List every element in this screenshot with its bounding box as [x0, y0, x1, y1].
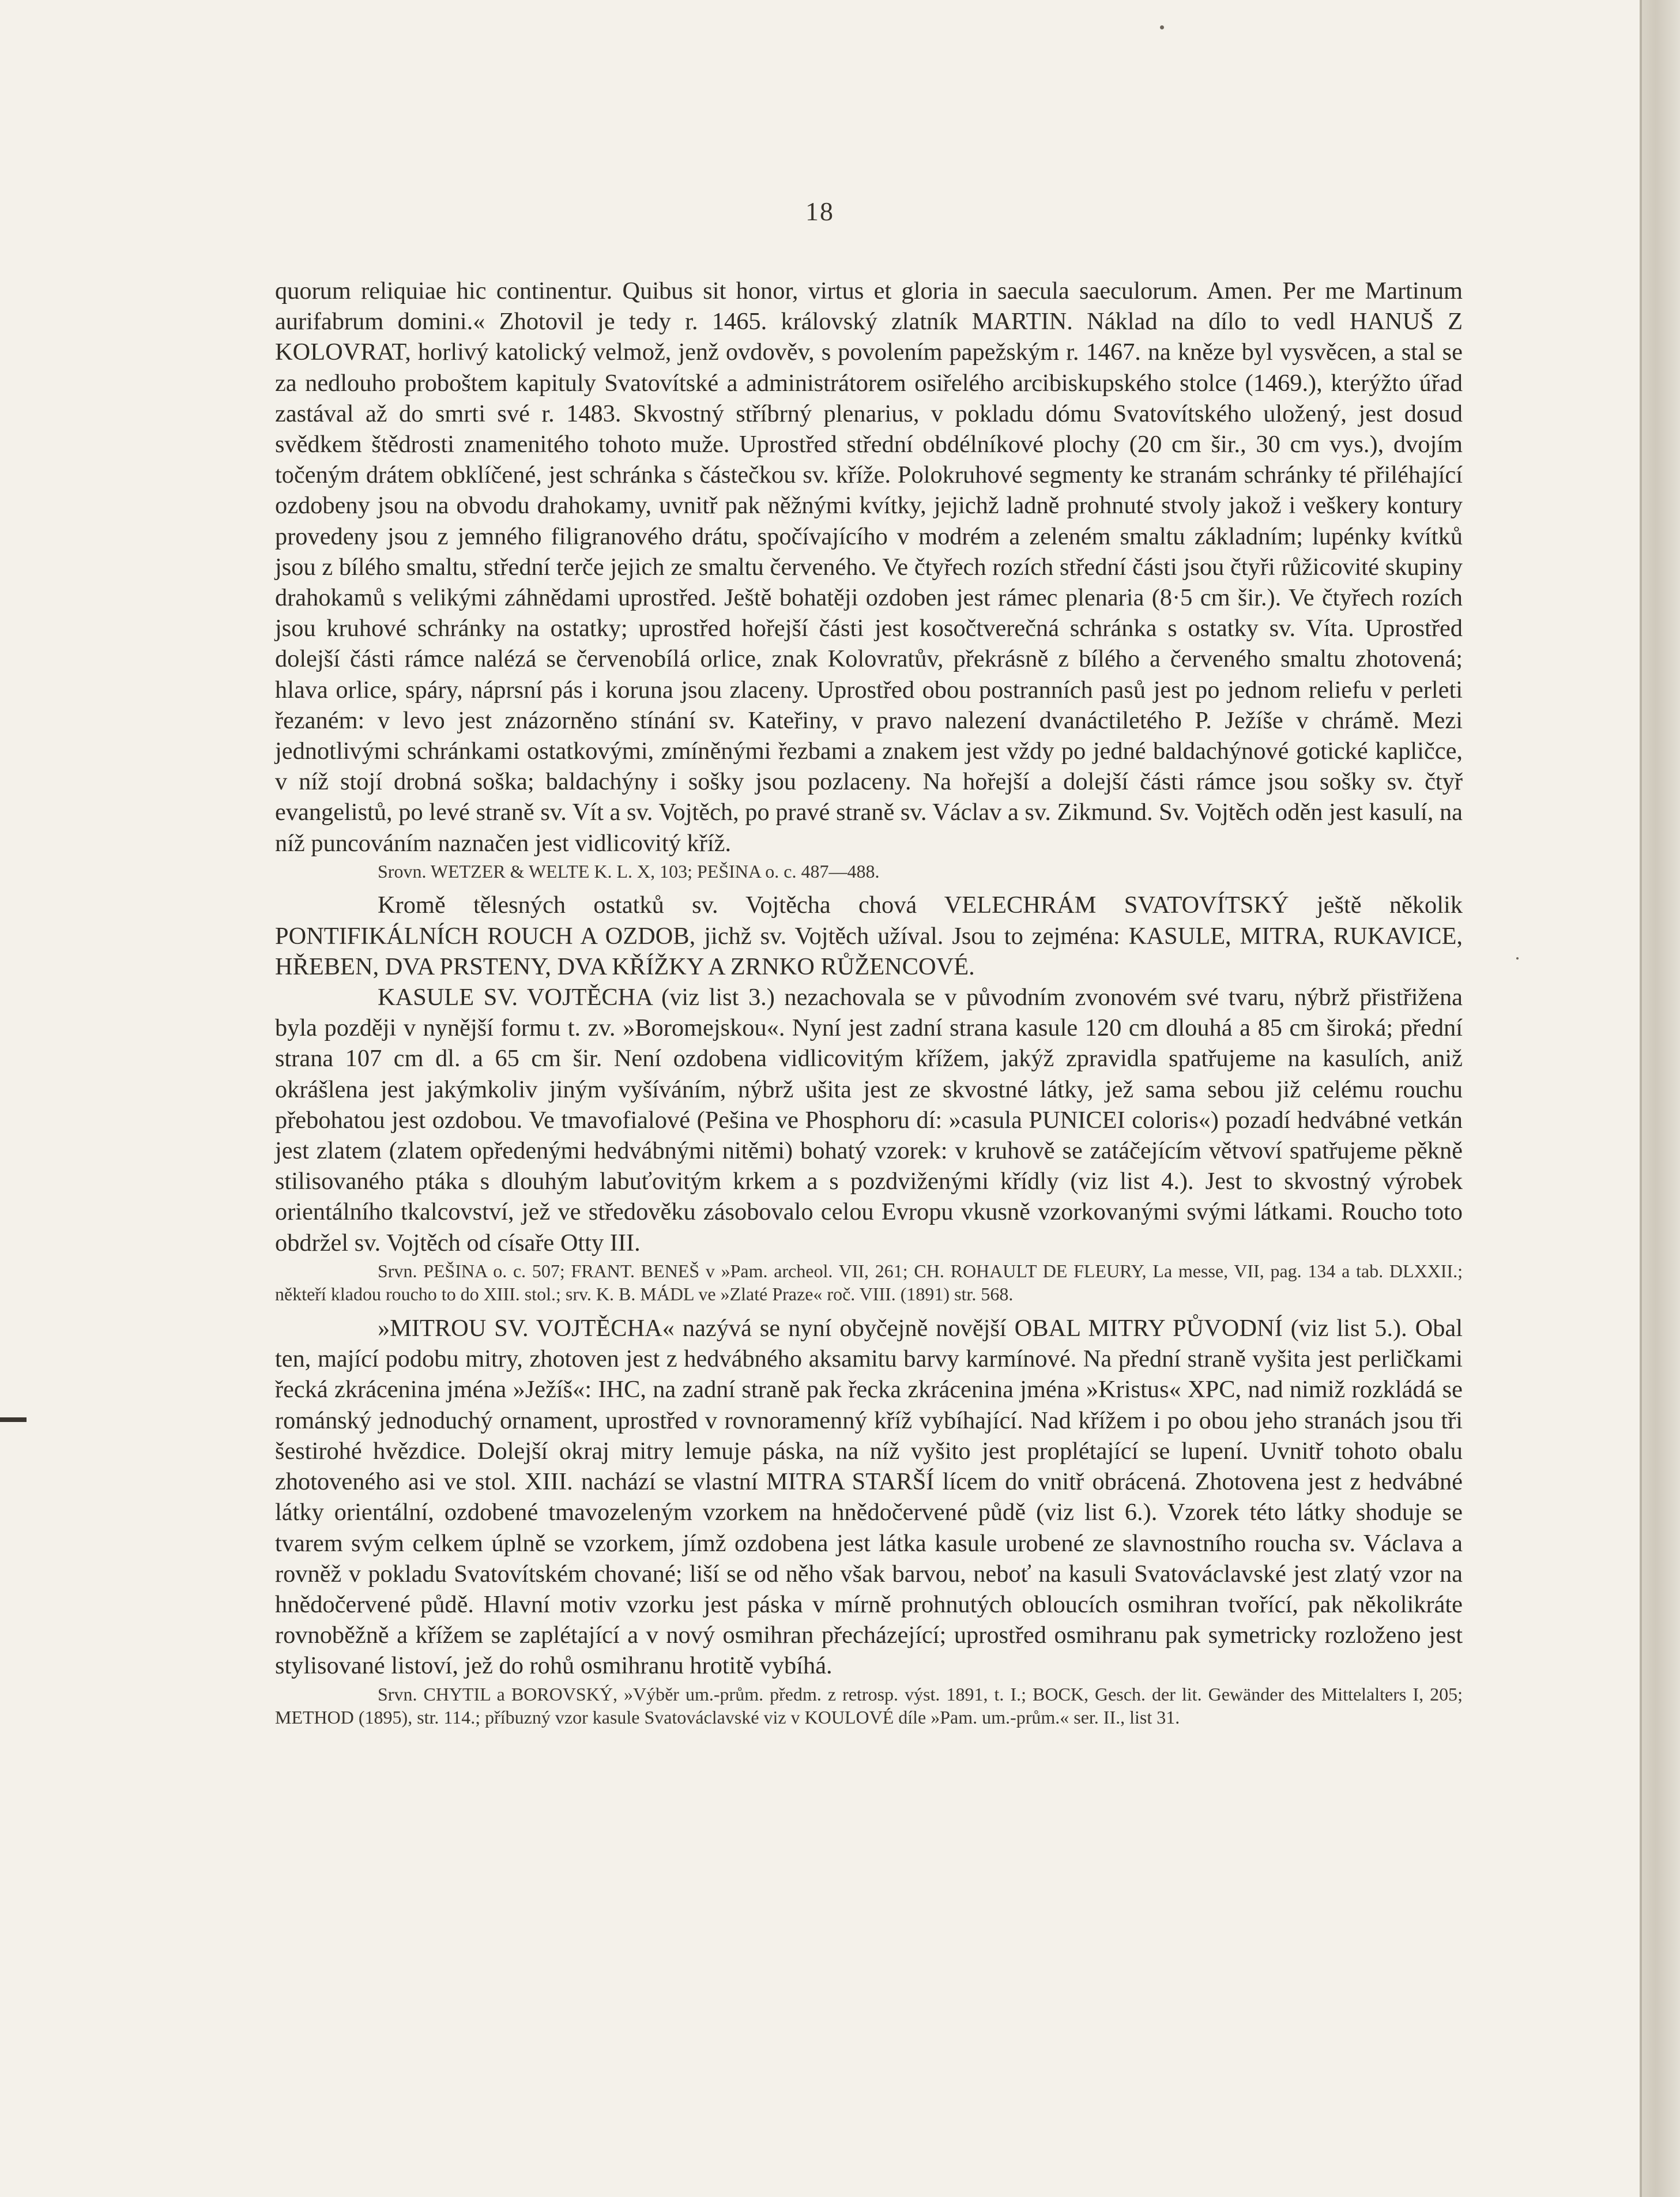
- paragraph-velechram: Kromě tělesných ostatků sv. Vojtěcha chová VELECHRÁM SVATOVÍTSKÝ ještě několik PONTIFIKÁLNÍCH ROUCH A OZDOB, jichž sv. Vojtěch užíval. Jsou to zejména: KASULE, MITRA, RUKAVICE, HŘEBEN, DVA PRSTENY, DVA KŘÍŽKY A ZRNKO RŮŽENCOVÉ.: [275, 891, 1463, 980]
- footnote-wetzer: Srovn. WETZER & WELTE K. L. X, 103; PEŠINA o. c. 487—488.: [378, 860, 880, 882]
- margin-mark: [0, 1417, 27, 1422]
- paragraph-mitra: »MITROU SV. VOJTĚCHA« nazývá se nyní obyčejně novější OBAL MITRY PŮVODNÍ (viz list 5.). Obal ten, mající podobu mitry, zhotoven jest z hedvábného aksamitu barvy karmínové. Na přední straně vyšita jest perličkami řecká zkrácenina jména »Ježíš«: IHC, na zadní straně pak řecka zkrácenina jména »Kristus« XPC, nad nimiž rozkládá se románský jednoduchý ornament, uprostřed v rovnoramenný kříž vybíhající. Nad křížem i po obou jeho stranách jsou tři šestirohé hvězdice. Dolejší okraj mitry lemuje páska, na níž vyšito jest proplétající se lupení. Uvnitř tohoto obalu zhotoveného asi ve stol. XIII. nachází se vlastní MITRA STARŠÍ lícem do vnitř obrácená. Zhotovena jest z hedvábné látky orientální, ozdobené tmavozeleným vzorkem na hnědočervené půdě (viz list 6.). Vzorek této látky shoduje se tvarem svým celkem úplně se vzorkem, jímž ozdobena jest látka kasule urobené ze slavnostního roucha sv. Václava a rovněž v pokladu Svatovítském chované; liší se od něho však barvou, neboť na kasuli Svatováclavské jest zlatý vzor na hnědočervené půdě. Hlavní motiv vzorku jest páska v mírně prohnutých obloucích osmihran tvořící, pak několikráte rovnoběžně a křížem se zaplétající a v nový osmihran přecházející; uprostřed osmihranu pak symetricky rozloženo jest stylisované listoví, jež do rohů osmihranu hrotitě vybíhá.: [275, 1315, 1463, 1680]
- paragraph-plenarius: quorum reliquiae hic continentur. Quibus sit honor, virtus et gloria in saecula saeculorum. Amen. Per me Martinum aurifabrum domini.« Zhotovil je tedy r. 1465. královský zlatník MARTIN. Náklad na dílo to vedl HANUŠ Z KOLOVRAT, horlivý katolický velmož, jenž ovdověv, s povolením papežským r. 1467. na kněze byl vysvěcen, a stal se za nedlouho proboštem kapituly Svatovítské a administrátorem osiřelého arcibiskupského stolce (1469.), kterýžto úřad zastával až do smrti své r. 1483. Skvostný stříbrný plenarius, v pokladu dómu Svatovítského uložený, jest dosud svědkem štědrosti znamenitého tohoto muže. Uprostřed střední obdélníkové plochy (20 cm šir., 30 cm vys.), dvojím točeným drátem obklíčené, jest schránka s částečkou sv. kříže. Polokruhové segmenty ke stranám schránky té přiléhající ozdobeny jsou na obvodu drahokamy, uvnitř pak něžnými kvítky, jejichž ladně prohnuté stvoly jakož i veškery kontury provedeny jsou z jemného filigranového drátu, spočívajícího v modrém a zeleném smaltu základním; lupénky kvítků jsou z bílého smaltu, střední terče jejich ze smaltu červeného. Ve čtyřech rozích střední části jsou čtyři růžicovité skupiny drahokamů s velikými záhnědami uprostřed. Ještě bohatěji ozdoben jest rámec plenaria (8·5 cm šir.). Ve čtyřech rozích jsou kruhové schránky na ostatky; uprostřed hořejší části jest kosočtverečná schránka s ostatky sv. Víta. Uprostřed dolejší části rámce nalézá se červenobílá orlice, znak Kolovratův, překrásně z bílého a červeného smaltu zhotovená; hlava orlice, spáry, náprsní pás i koruna jsou zlaceny. Uprostřed obou postranních pasů jest po jednom reliefu v perleti řezaném: v levo jest znázorněno stínání sv. Kateřiny, v pravo nalezení dvanáctiletého P. Ježíše v chrámě. Mezi jednotlivými schránkami ostatkovými, zmíněnými řezbami a znakem jest vždy po jedné baldachýnové gotické kapličce, v níž stojí drobná soška; baldachýny i sošky jsou pozlaceny. Na hořejší a dolejší části rámce jsou sošky sv. čtyř evangelistů, po levé straně sv. Vít a sv. Vojtěch, po pravé straně sv. Václav a sv. Zikmund. Sv. Vojtěch oděn jest kasulí, na níž puncováním naznačen jest vidlicovitý kříž.: [275, 277, 1463, 857]
- footnote-pesina: Srvn. PEŠINA o. c. 507; FRANT. BENEŠ v »Pam. archeol. VII, 261; CH. ROHAULT DE FLEURY, La messe, VII, pag. 134 a tab. DLXXII.; někteří kladou roucho to do XIII. stol.; srv. K. B. MÁDL ve »Zlaté Praze« roč. VIII. (1891) str. 568.: [275, 1260, 1463, 1305]
- paragraph-kasule: KASULE SV. VOJTĚCHA (viz list 3.) nezachovala se v původním zvonovém své tvaru, nýbrž přistřižena byla později v nynější formu t. zv. »Boromejskou«. Nyní jest zadní strana kasule 120 cm dlouhá a 85 cm široká; přední strana 107 cm dl. a 65 cm šir. Není ozdobena vidlicovitým křížem, jakýž zpravidla spatřujeme na kasulích, aniž okrášlena jest jakýmkoliv jiným vyšíváním, nýbrž ušita jest ze skvostné látky, jež sama sebou již celému rouchu přebohatou jest ozdobou. Ve tmavofialové (Pešina ve Phosphoru dí: »casula PUNICEI coloris«) pozadí hedvábné vetkán jest zlatem (zlatem opředenými hedvábnými nitěmi) bohatý vzorek: v kruhově se zatáčejícím větvoví spatřujeme pěkně stilisovaného ptáka s dlouhým labuťovitým krkem a s pozdviženými křídly (viz list 4.). Jest to skvostný výrobek orientálního tkalcovství, jež ve středověku zásobovalo celou Evropu vkusně vzorkovanými svými látkami. Roucho toto obdržel sv. Vojtěch od císaře Otty III.: [275, 984, 1463, 1256]
- paper-speck: [1516, 957, 1519, 960]
- main-text: [275, 276, 1463, 1736]
- page-fold: [1640, 0, 1642, 2197]
- page-edge: [1640, 0, 1680, 2197]
- footnote-chytil: Srvn. CHYTIL a BOROVSKÝ, »Výběr um.-prům. předm. z retrosp. výst. 1891, t. I.; BOCK, Gesch. der lit. Gewänder des Mittelalters I, 205; METHOD (1895), str. 114.; příbuzný vzor kasule Svatováclavské viz v KOULOVÉ díle »Pam. um.-prům.« ser. II., list 31.: [275, 1683, 1463, 1728]
- paper-speck: [1160, 25, 1164, 29]
- page-number: 18: [805, 197, 834, 226]
